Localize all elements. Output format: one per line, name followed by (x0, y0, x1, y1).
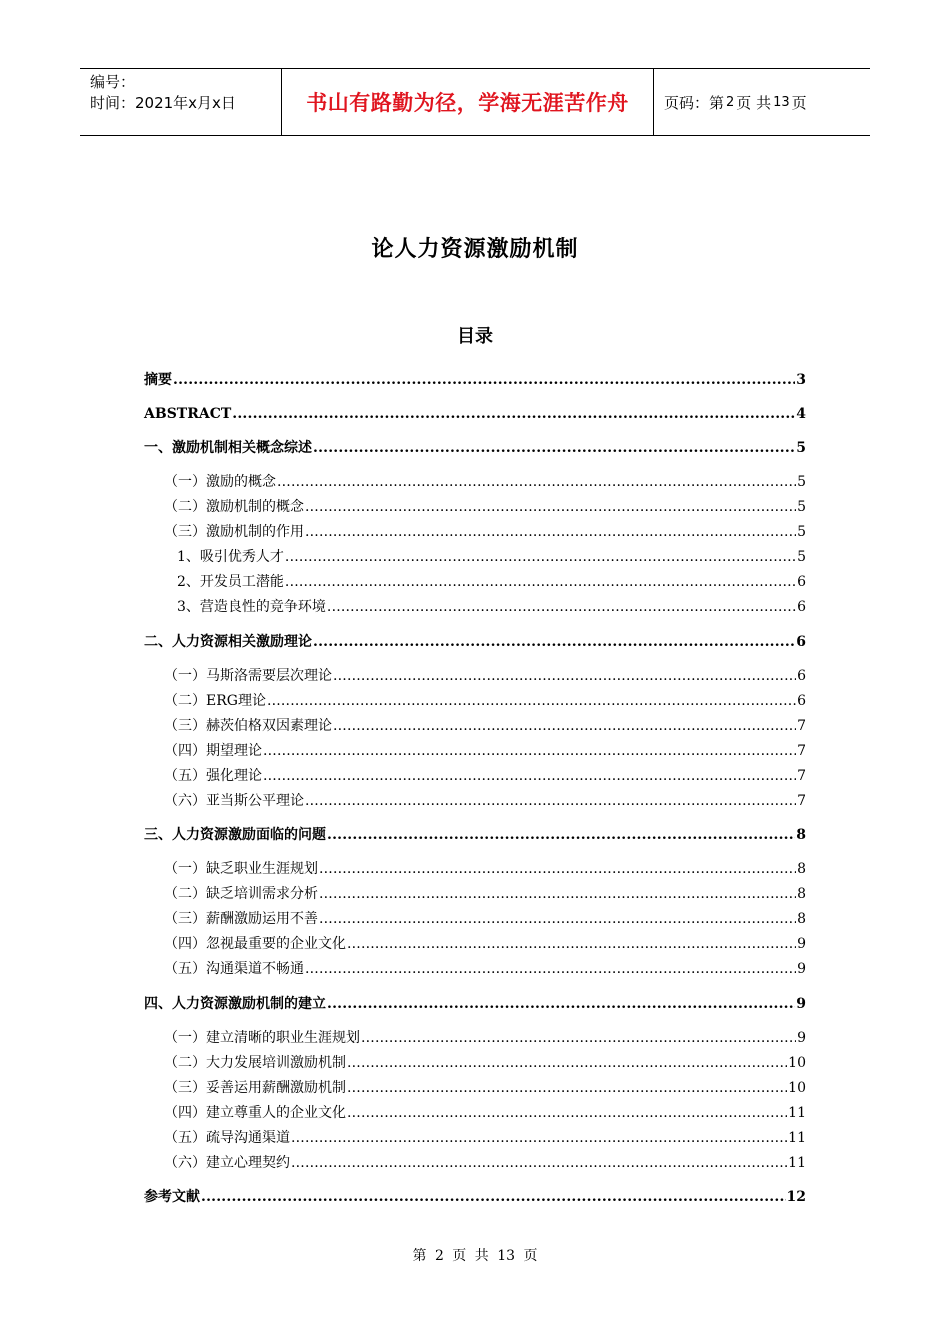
toc-entry-label: （四）忽视最重要的企业文化 (164, 936, 346, 952)
toc-entry[interactable] (144, 403, 806, 425)
toc-entry[interactable] (144, 369, 806, 391)
toc-entry[interactable] (144, 1052, 806, 1074)
toc-entry-label: （五）沟通渠道不畅通 (164, 961, 304, 977)
toc-dot-leader (232, 403, 795, 425)
toc-entry-page: 7 (797, 793, 806, 809)
toc-entry[interactable] (144, 665, 806, 687)
document-title: 论人力资源激励机制 (371, 237, 579, 262)
toc-dot-leader (347, 1052, 787, 1074)
toc-dot-leader (313, 437, 795, 459)
toc-entry-page: 6 (797, 574, 806, 590)
toc-entry[interactable] (144, 715, 806, 737)
toc-entry-label: 1、吸引优秀人才 (177, 549, 284, 565)
toc-dot-leader (277, 471, 796, 493)
toc-dot-leader (305, 958, 796, 980)
toc-dot-leader (285, 546, 796, 568)
toc-dot-leader (305, 790, 796, 812)
toc-entry-label: （三）妥善运用薪酬激励机制 (164, 1080, 346, 1096)
toc-dot-leader (327, 993, 795, 1015)
toc-entry[interactable] (144, 571, 806, 593)
toc-entry-label: （二）激励机制的概念 (164, 499, 304, 515)
page-prefix: 页码：第 (664, 93, 725, 112)
toc-dot-leader (313, 631, 795, 653)
toc-entry[interactable] (144, 521, 806, 543)
toc-entry-label: 3、营造良性的竞争环境 (177, 599, 326, 615)
page-total: 13 (773, 94, 790, 110)
page-header (80, 68, 870, 136)
toc-entry-label: （六）亚当斯公平理论 (164, 793, 304, 809)
toc-entry-label: （二）缺乏培训需求分析 (164, 886, 318, 902)
toc-dot-leader (319, 858, 796, 880)
toc-entry-label: （一）激励的概念 (164, 474, 276, 490)
header-motto: 书山有路勤为径，学海无涯苦作舟 (282, 69, 654, 135)
toc-entry-page: 4 (796, 406, 806, 422)
toc-entry-page: 6 (797, 693, 806, 709)
toc-entry[interactable] (144, 883, 806, 905)
toc-dot-leader (361, 1027, 796, 1049)
toc-entry-label: 2、开发员工潜能 (177, 574, 284, 590)
toc-entry-page: 5 (796, 440, 806, 456)
toc-entry[interactable] (144, 496, 806, 518)
toc-entry-label: （一）马斯洛需要层次理论 (164, 668, 332, 684)
toc-entry[interactable] (144, 933, 806, 955)
toc-entry[interactable] (144, 993, 806, 1015)
toc-entry[interactable] (144, 546, 806, 568)
toc-entry-page: 11 (788, 1105, 806, 1121)
toc-dot-leader (347, 933, 796, 955)
toc-entry-page: 10 (788, 1080, 806, 1096)
toc-dot-leader (173, 369, 795, 391)
toc-entry[interactable] (144, 690, 806, 712)
toc-entry-page: 8 (797, 861, 806, 877)
toc-entry-page: 5 (797, 499, 806, 515)
toc-entry-page: 11 (788, 1130, 806, 1146)
toc-dot-leader (333, 665, 796, 687)
toc-dot-leader (305, 521, 796, 543)
toc-entry-page: 9 (797, 1030, 806, 1046)
toc-entry[interactable] (144, 958, 806, 980)
toc-entry-page: 6 (797, 668, 806, 684)
header-page-info (654, 69, 870, 135)
toc-entry[interactable] (144, 1127, 806, 1149)
toc-entry[interactable] (144, 740, 806, 762)
toc-dot-leader (333, 715, 796, 737)
toc-entry-label: （一）缺乏职业生涯规划 (164, 861, 318, 877)
toc-dot-leader (305, 496, 796, 518)
toc-entry[interactable] (144, 631, 806, 653)
toc-entry-page: 10 (788, 1055, 806, 1071)
toc-dot-leader (201, 1186, 786, 1208)
toc-entry-page: 7 (797, 768, 806, 784)
toc-entry[interactable] (144, 596, 806, 618)
toc-entry-page: 5 (797, 524, 806, 540)
toc-entry[interactable] (144, 790, 806, 812)
toc-entry-label: （二）ERG理论 (164, 693, 266, 709)
toc-dot-leader (327, 596, 796, 618)
toc-entry-page: 6 (796, 634, 806, 650)
toc-entry[interactable] (144, 858, 806, 880)
toc-entry[interactable] (144, 765, 806, 787)
toc-entry-page: 8 (797, 911, 806, 927)
toc-entry-label: （一）建立清晰的职业生涯规划 (164, 1030, 360, 1046)
toc-entry-label: 参考文献 (144, 1189, 200, 1205)
toc-dot-leader (291, 1152, 787, 1174)
toc-entry-label: （六）建立心理契约 (164, 1155, 290, 1171)
toc-entry-label: （五）疏导沟通渠道 (164, 1130, 290, 1146)
document-number: 编号： (90, 73, 136, 91)
toc-entry-label: （二）大力发展培训激励机制 (164, 1055, 346, 1071)
toc-entry-page: 7 (797, 718, 806, 734)
toc-dot-leader (347, 1077, 787, 1099)
toc-entry-label: （五）强化理论 (164, 768, 262, 784)
toc-entry-page: 11 (788, 1155, 806, 1171)
toc-entry-label: （三）赫茨伯格双因素理论 (164, 718, 332, 734)
toc-entry-label: 四、人力资源激励机制的建立 (144, 996, 326, 1012)
toc-entry-page: 8 (797, 886, 806, 902)
page-mid: 页 共 (736, 93, 772, 112)
toc-entry-label: （三）薪酬激励运用不善 (164, 911, 318, 927)
toc-entry-page: 9 (797, 961, 806, 977)
toc-dot-leader (267, 690, 796, 712)
toc-entry-page: 8 (796, 827, 806, 843)
toc-entry-label: 三、人力资源激励面临的问题 (144, 827, 326, 843)
toc-entry-page: 6 (797, 599, 806, 615)
page-footer: 第 2 页 共 13 页 (412, 1248, 538, 1264)
toc-entry-label: 摘要 (144, 372, 172, 388)
toc-entry-page: 5 (797, 474, 806, 490)
toc-entry[interactable] (144, 471, 806, 493)
toc-entry-page: 5 (797, 549, 806, 565)
toc-entry[interactable] (144, 437, 806, 459)
toc-dot-leader (285, 571, 796, 593)
toc-entry[interactable] (144, 908, 806, 930)
toc-dot-leader (291, 1127, 787, 1149)
toc-entry[interactable] (144, 1186, 806, 1208)
toc-entry-label: 一、激励机制相关概念综述 (144, 440, 312, 456)
toc-entry-label: （三）激励机制的作用 (164, 524, 304, 540)
toc-entry-label: ABSTRACT (144, 406, 232, 422)
toc-entry-page: 12 (786, 1189, 806, 1205)
toc-dot-leader (263, 740, 796, 762)
toc-entry[interactable] (144, 1077, 806, 1099)
toc-dot-leader (319, 883, 796, 905)
page-suffix: 页 (791, 93, 807, 112)
toc-entry-page: 9 (797, 936, 806, 952)
toc-entry[interactable] (144, 824, 806, 846)
toc-entry-label: （四）期望理论 (164, 743, 262, 759)
toc-entry-label: （四）建立尊重人的企业文化 (164, 1105, 346, 1121)
toc-entry[interactable] (144, 1152, 806, 1174)
toc-entry-page: 3 (796, 372, 806, 388)
toc-heading: 目录 (457, 326, 493, 347)
toc-entry[interactable] (144, 1027, 806, 1049)
document-time: 时间：2021年x月x日 (90, 94, 236, 112)
toc-dot-leader (263, 765, 796, 787)
header-meta (80, 69, 282, 135)
toc-entry[interactable] (144, 1102, 806, 1124)
toc-entry-page: 9 (796, 996, 806, 1012)
toc-dot-leader (327, 824, 795, 846)
toc-dot-leader (347, 1102, 787, 1124)
page-current: 2 (726, 94, 735, 110)
toc-dot-leader (319, 908, 796, 930)
toc-entry-label: 二、人力资源相关激励理论 (144, 634, 312, 650)
toc-entry-page: 7 (797, 743, 806, 759)
